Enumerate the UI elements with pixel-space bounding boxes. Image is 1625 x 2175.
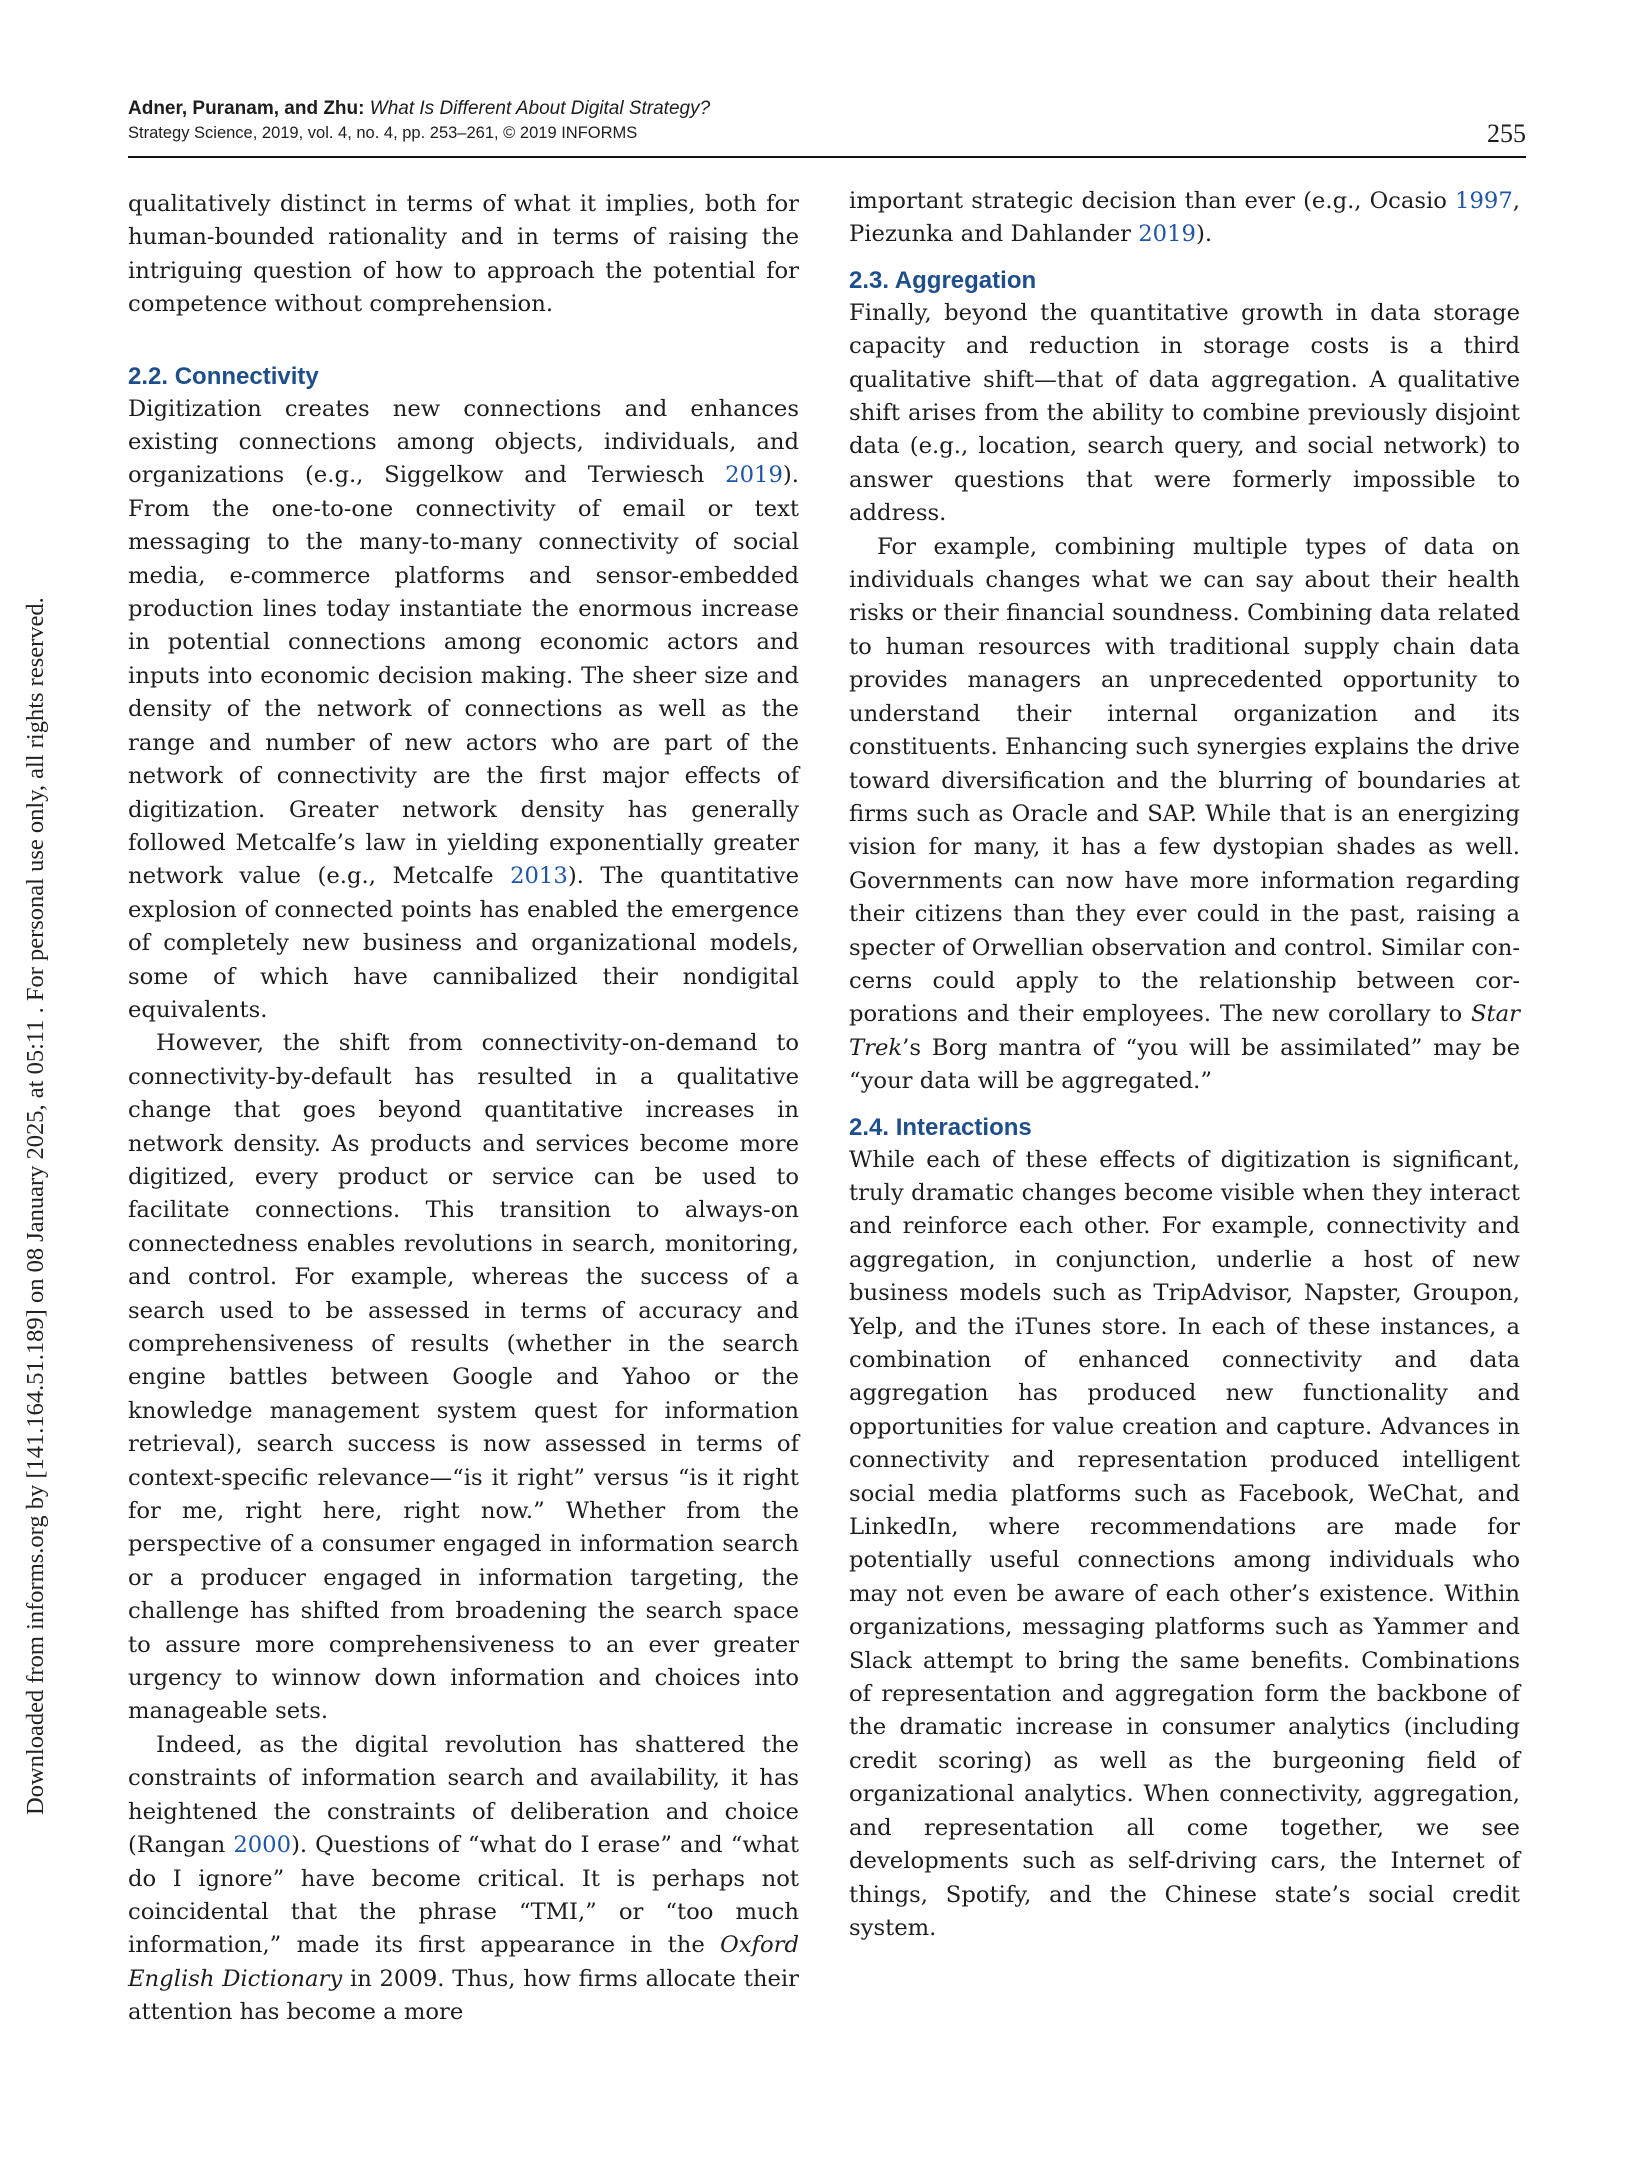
header-authors-title [128, 98, 710, 120]
left-column [128, 188, 799, 2030]
paragraph: However, the shift from connectivity-on-demand to connectivity-by-default has resulted in a qualitative change that goes beyond quantitative increases in network density. As products and services become more digitized, every product or service can be used to facilitate connections. This transition to always-on connectedness enables revolutions in search, monitoring, and control. For example, whereas the success of a search used to be assessed in terms of accuracy and comprehensiveness of results (whether in the search engine battles between Google and Yahoo or the knowledge management system quest for information retrieval), search success is now assessed in terms of context-specific relevance—“is it right” versus “is it right for me, right here, right now.” Whether from the perspective of a consumer engaged in information search or a producer engaged in information targeting, the challenge has shifted from broadening the search space to assure more comprehensiveness to an ever greater urgency to winnow down information and choices into manageable sets. [128, 1030, 799, 1725]
paragraph: While each of these effects of digitization is significant, truly dramatic changes become visible when they interact and reinforce each other. For example, connectivity and aggregation, in conjunction, underlie a host of new business models such as TripAdvisor, Napster, Groupon, Yelp, and the iTunes store. In each of these instances, a combination of enhanced connectivity and data aggregation has produced new functionality and opportunities for value creation and capture. Advances in connectivity and representation produced intelligent social media platforms such as Facebook, WeChat, and LinkedIn, where recommendations are made for potentially useful connections among individuals who may not even be aware of each other’s existence. Within organizations, messaging platforms such as Yammer and Slack attempt to bring the same benefits. Combinations of representation and aggregation form the backbone of the dramatic increase in consumer analytics (including credit scoring) as well as the burgeoning field of organizational analytics. When connectivity, aggregation, and representation all come together, we see developments such as self-driving cars, the Internet of things, Spotify, and the Chinese state’s social credit system. [849, 1146, 1520, 1941]
download-notice: Downloaded from informs.org by [141.164.51.189] on 08 January 2025, at 05:11 . For personal use only, all rights reserved. [22, 597, 49, 1815]
text-run: For example, combining multiple types of data on individuals changes what we can say about their health risks or their financial soundness. Combining data related to human resources with traditional supply chain data provides managers an unprecedented opportunity to understand their internal organization and its constituents. Enhancing such synergies explains the drive toward diversification and the blurring of boundaries at firms such as Oracle and SAP. While that is an energizing vision for many, it has a few dystopian shades as well. Governments can now have more information regarding their citizens than they ever could in the past, raising a specter of Orwellian observation and control. Similar concerns could apply to the relationship between corporations and their employees. The new corollary to [849, 533, 1520, 1028]
paragraph [128, 1729, 799, 2030]
right-column [849, 185, 1520, 1945]
paragraph: Finally, beyond the quantitative growth in data storage capacity and reduction in storage costs is a third qualitative shift—that of data aggregation. A qualitative shift arises from the ability to combine previously disjoint data (e.g., location, search query, and social network) to answer questions that were formerly impossible to address. [849, 299, 1520, 527]
italic-text: Star Trek [849, 1001, 1520, 1061]
text-run: , Piezunka and Dahlander [849, 188, 1520, 248]
header-authors: Adner, Puranam, and Zhu: [128, 98, 365, 119]
citation-link[interactable]: 2013 [510, 863, 568, 890]
running-header [128, 98, 1526, 158]
citation-link[interactable]: 2019 [725, 462, 783, 489]
text-run: ’s Borg mantra of “you will be assimilated” may be “your data will be aggregated.” [849, 1034, 1520, 1095]
citation-link[interactable]: 2019 [1138, 221, 1196, 248]
paragraph [849, 531, 1520, 1099]
text-run: ). Questions of “what do I erase” and “what do I ignore” have become critical. It is perhaps not coincidental that the phrase “TMI,” or “too much information,” made its first appearance in the [128, 1832, 799, 1959]
text-run: Indeed, as the digital revolution has shattered the constraints of information search and availability, it has heightened the constraints of deliberation and choice (Rangan [128, 1731, 799, 1859]
text-run: Digitization creates new connections and enhances existing connections among objects, individuals, and organizations (e.g., Siggelkow and Terwiesch [128, 395, 799, 489]
header-journal: Strategy Science, 2019, vol. 4, no. 4, pp. 253–261, © 2019 INFORMS [128, 124, 638, 142]
text-run: ). From the one-to-one connectivity of email or text messaging to the many-to-many connectivity of social media, e-commerce platforms and sensor-embedded production lines today instantiate the enormous increase in potential connections among economic actors and inputs into economic decision making. The sheer size and density of the network of connections as well as the range and number of new actors who are part of the network of connectivity are the first major effects of digitization. Greater network density has generally followed Metcalfe’s law in yielding exponentially greater network value (e.g., Metcalfe [128, 462, 799, 890]
header-article-title: What Is Different About Digital Strategy? [369, 98, 711, 119]
text-run: ). The quantitative explosion of connected points has enabled the emergence of completely new business and organizational models, some of which have cannibalized their nondigital equivalents. [128, 863, 799, 1023]
citation-link[interactable]: 1997 [1455, 188, 1513, 214]
page-number: 255 [1487, 119, 1526, 148]
text-run: important strategic decision than ever (e.g., Ocasio [849, 188, 1456, 214]
citation-link[interactable]: 2000 [233, 1832, 292, 1859]
text-run: ). [1195, 221, 1213, 248]
italic-text: Oxford English Dictionary [128, 1932, 799, 1992]
section-heading-aggregation: 2.3. Aggregation [849, 266, 1037, 294]
section-heading-connectivity: 2.2. Connectivity [128, 362, 319, 390]
text-run: in 2009. Thus, how firms allocate their attention has become a more [128, 1965, 799, 2026]
section-heading-interactions: 2.4. Interactions [849, 1113, 1032, 1141]
paragraph [128, 393, 799, 1028]
paragraph: qualitatively distinct in terms of what it implies, both for human-bounded rationality and in terms of raising the intriguing question of how to approach the potential for competence without comprehension. [128, 191, 799, 318]
paragraph [849, 185, 1520, 252]
